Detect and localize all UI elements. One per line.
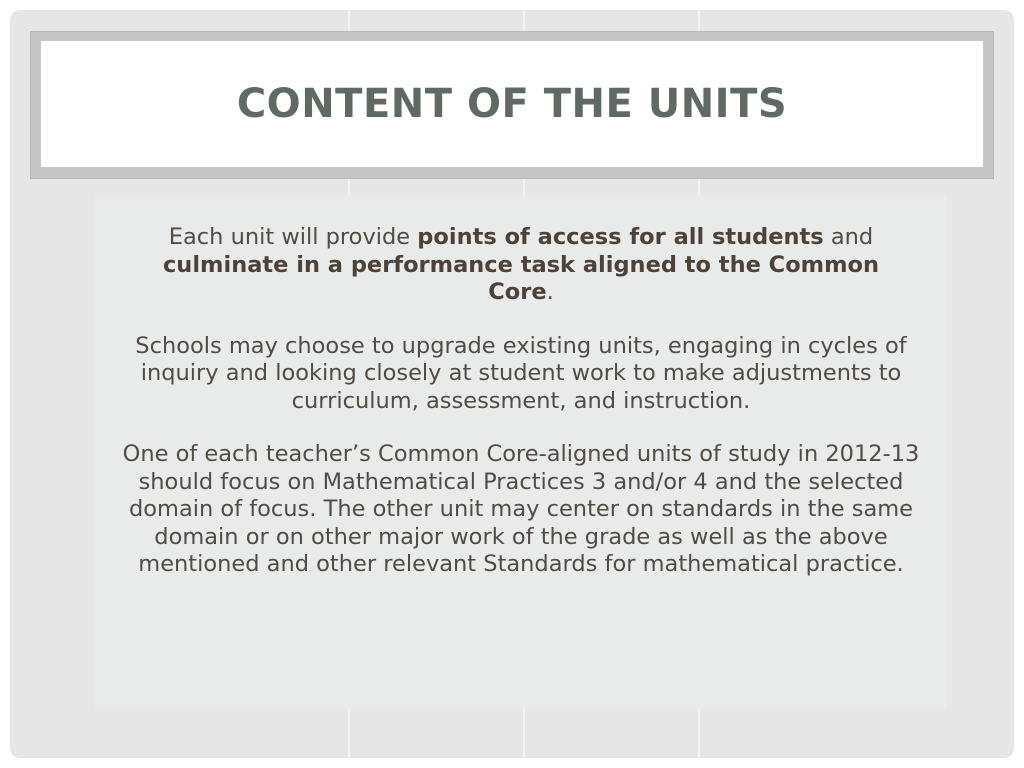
paragraph-text: and bbox=[823, 224, 874, 250]
paragraph-text: . bbox=[546, 279, 554, 305]
paragraph-text: Each unit will provide bbox=[168, 224, 418, 250]
paragraph-units-provide bbox=[109, 224, 933, 307]
paragraph-common-core-units: One of each teacher’s Common Core-aligned units of study in 2012-13 should focus on Mathematical Practices 3 and/or 4 and the selected domain of focus. The other unit may center on standards in the same domain or on other major work of the grade as well as the above mentioned and other relevant Standards for mathematical practice. bbox=[122, 441, 920, 577]
title-box bbox=[41, 41, 983, 167]
slide-title: CONTENT OF THE UNITS bbox=[236, 81, 788, 127]
content-box bbox=[95, 196, 947, 708]
paragraph-bold-text: points of access for all students bbox=[417, 224, 824, 250]
slide bbox=[10, 10, 1014, 758]
paragraph-bold-text: culminate in a performance task aligned to the Common Core bbox=[162, 251, 880, 305]
title-frame bbox=[30, 31, 994, 179]
paragraph-schools-upgrade: Schools may choose to upgrade existing units, engaging in cycles of inquiry and looking closely at student work to make adjustments to curriculum, assessment, and instruction. bbox=[135, 332, 907, 414]
